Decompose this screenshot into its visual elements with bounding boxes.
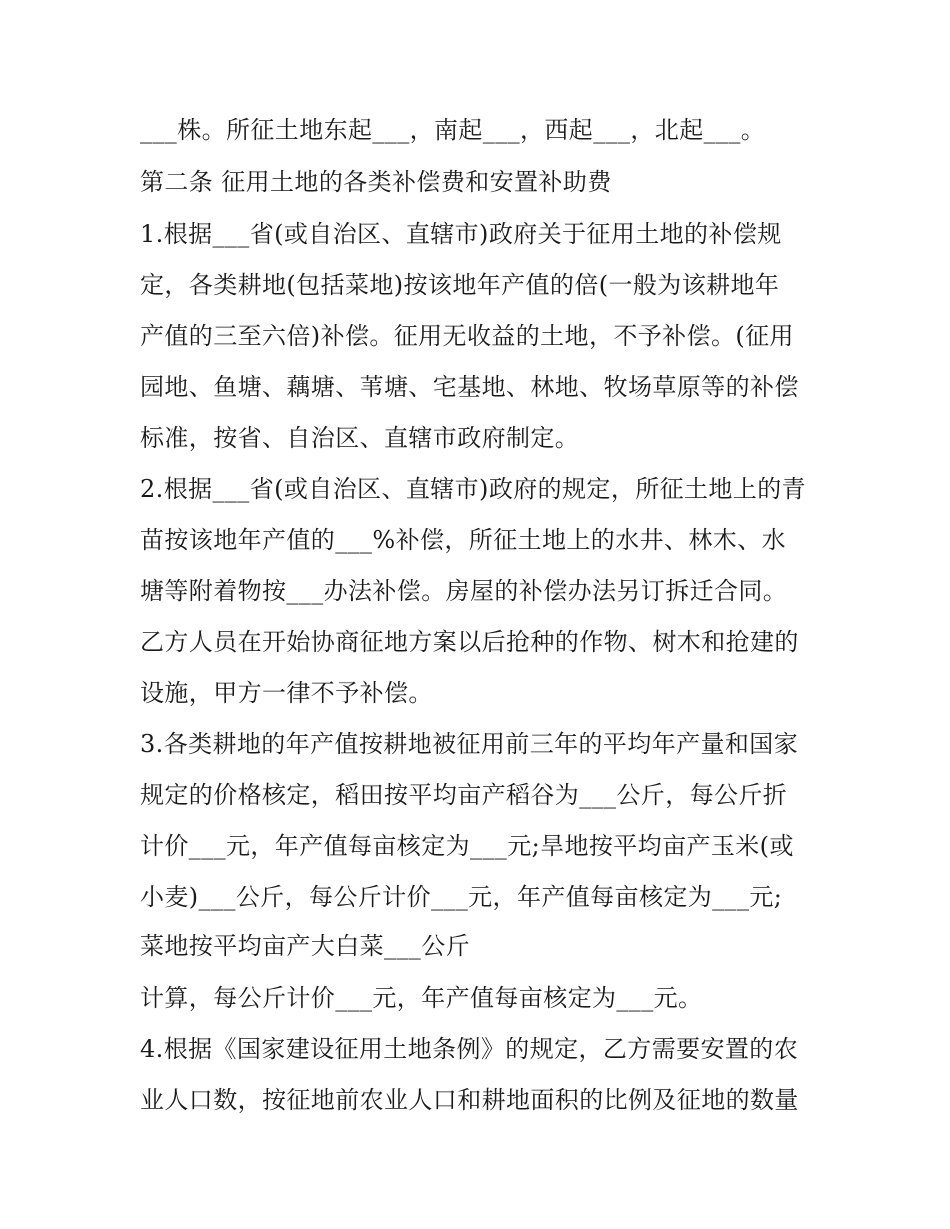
text-line: 规定的价格核定，稻田按平均亩产稻谷为___公斤，每公斤折: [140, 781, 788, 809]
text-line: 计算，每公斤计价___元，年产值每亩核定为___元。: [140, 984, 703, 1012]
text-line: 2.根据___省(或自治区、直辖市)政府的规定，所征土地上的青: [140, 475, 807, 503]
text-line: 小麦)___公斤，每公斤计价___元，年产值每亩核定为___元;: [140, 883, 783, 911]
text-line: 园地、鱼塘、藕塘、苇塘、宅基地、林地、牧场草原等的补偿: [140, 373, 799, 401]
text-line: 1.根据___省(或自治区、直辖市)政府关于征用土地的补偿规: [140, 220, 782, 248]
text-line: 计价___元，年产值每亩核定为___元;旱地按平均亩产玉米(或: [140, 832, 794, 860]
text-line: 塘等附着物按___办法补偿。房屋的补偿办法另订拆迁合同。: [140, 577, 788, 605]
text-line: ___株。所征土地东起___，南起___，西起___，北起___。: [140, 116, 766, 144]
text-line: 3.各类耕地的年产值按耕地被征用前三年的平均年产量和国家: [140, 730, 799, 758]
text-line: 产值的三至六倍)补偿。征用无收益的土地，不予补偿。(征用: [140, 322, 794, 350]
text-line: 业人口数，按征地前农业人口和耕地面积的比例及征地的数量: [140, 1086, 799, 1114]
text-line: 定，各类耕地(包括菜地)按该地年产值的倍(一般为该耕地年: [140, 271, 780, 299]
text-line: 4.根据《国家建设征用土地条例》的规定，乙方需要安置的农: [140, 1035, 799, 1063]
text-line: 菜地按平均亩产大白菜___公斤: [140, 932, 470, 960]
section-heading: 第二条 征用土地的各类补偿费和安置补助费: [140, 168, 612, 196]
text-line: 苗按该地年产值的___%补偿，所征土地上的水井、林木、水: [140, 526, 787, 554]
text-line: 设施，甲方一律不予补偿。: [140, 679, 433, 707]
text-line: 标准，按省、自治区、直辖市政府制定。: [140, 424, 580, 452]
text-line: 乙方人员在开始协商征地方案以后抢种的作物、树木和抢建的: [140, 628, 799, 656]
